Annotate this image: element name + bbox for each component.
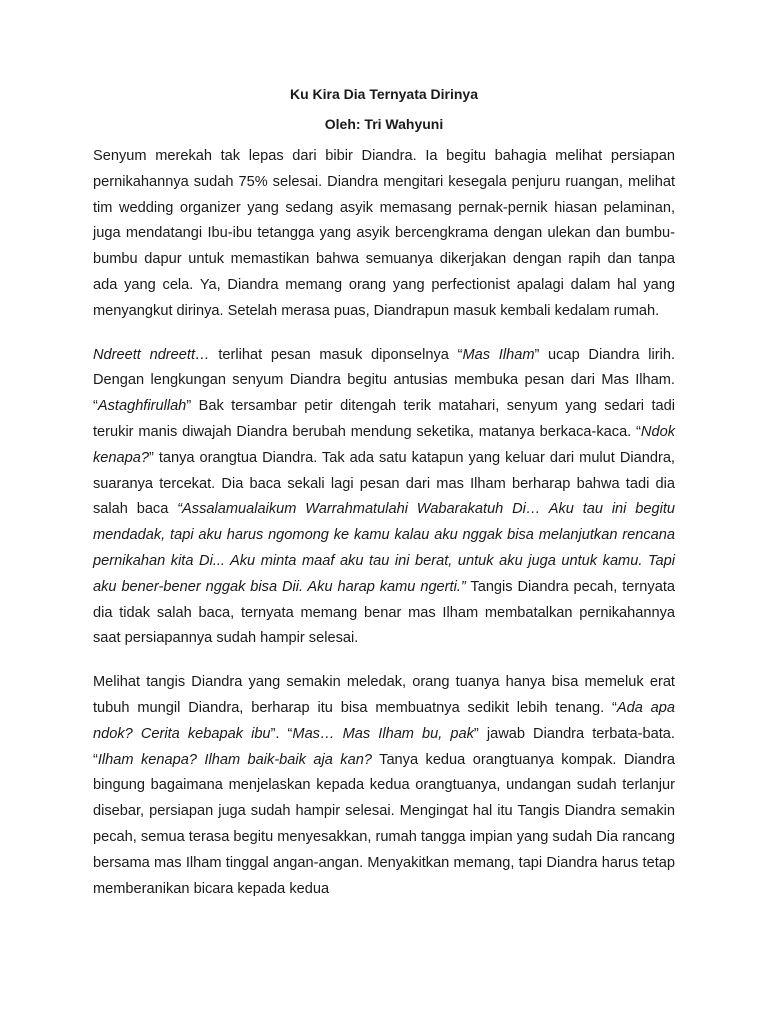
- italic-run: Mas… Mas Ilham bu, pak: [292, 725, 474, 742]
- italic-run: “Assalamualaikum Warrahmatulahi Wabarakatuh Di… Aku tau ini begitu mendadak, tapi aku harus ngomong ke kamu kalau aku nggak bisa melanjutkan rencana pernikahan kita Di... Aku minta maaf aku tau ini berat, untuk aku juga untuk kamu. Tapi aku bener-bener nggak bisa Dii. Aku harap kamu ngerti.”: [93, 501, 675, 595]
- text-run: Melihat tangis Diandra yang semakin meledak, orang tuanya hanya bisa memeluk erat tubuh mungil Diandra, berharap itu bisa membuatnya sedikit lebih tenang. “: [93, 674, 675, 716]
- italic-run: Ada apa ndok? Cerita kebapak ibu: [93, 699, 676, 742]
- paragraph-2: [93, 343, 675, 653]
- document-title: Ku Kira Dia Ternyata Dirinya: [289, 86, 479, 102]
- text-run: ”. “: [270, 725, 293, 742]
- text-run: terlihat pesan masuk diponselnya “: [209, 346, 463, 363]
- italic-run: Ndok kenapa?: [93, 423, 675, 466]
- italic-run: Ilham kenapa? Ilham baik-baik aja kan?: [97, 751, 372, 768]
- document-page: [93, 84, 675, 902]
- document-author: Oleh: Tri Wahyuni: [324, 116, 444, 132]
- italic-run: Astaghfirullah: [97, 398, 187, 415]
- italic-run: Mas Ilham: [462, 346, 535, 363]
- text-run: ” ucap Diandra lirih. Dengan lengkungan senyum Diandra begitu antusias membuka pesan dari Mas Ilham. “: [93, 346, 676, 415]
- text-run: ” jawab Diandra terbata-bata. “: [93, 725, 675, 768]
- text-run: Tangis Diandra pecah, ternyata dia tidak salah baca, ternyata memang benar mas Ilham membatalkan pernikahannya saat persiapannya sudah hampir selesai.: [93, 578, 675, 647]
- italic-run: Ndreett ndreett…: [93, 346, 210, 363]
- paragraph-3: [93, 670, 675, 902]
- paragraph-1: [93, 144, 675, 325]
- text-run: ” Bak tersambar petir ditengah terik matahari, senyum yang sedari tadi terukir manis diwajah Diandra berubah mendung seketika, matanya berkaca-kaca. “: [93, 398, 675, 440]
- text-run: Senyum merekah tak lepas dari bibir Diandra. Ia begitu bahagia melihat persiapan pernikahannya sudah 75% selesai. Diandra mengitari kesegala penjuru ruangan, melihat tim wedding organizer yang sedang asyik memasang pernak-pernik hiasan pelaminan, juga mendatangi Ibu-ibu tetangga yang asyik bercengkrama dengan ulekan dan bumbu-bumbu dapur untuk memastikan bahwa semuanya dikerjakan dengan rapih dan tanpa ada yang cela. Ya, Diandra memang orang yang perfectionist apalagi dalam hal yang menyangkut dirinya. Setelah merasa puas, Diandrapun masuk kembali kedalam rumah.: [93, 148, 675, 319]
- text-run: ” tanya orangtua Diandra. Tak ada satu katapun yang keluar dari mulut Diandra, suaranya tercekat. Dia baca sekali lagi pesan dari mas Ilham berharap bahwa tadi dia salah baca: [93, 449, 675, 518]
- text-run: Tanya kedua orangtuanya kompak. Diandra bingung bagaimana menjelaskan kepada kedua orangtuanya, undangan sudah terlanjur disebar, persiapan juga sudah hampir selesai. Mengingat hal itu Tangis Diandra semakin pecah, semua terasa begitu menyesakkan, rumah tangga impian yang sudah Dia rancang bersama mas Ilham tinggal angan-angan. Menyakitkan memang, tapi Diandra harus tetap memberanikan bicara kepada kedua: [93, 751, 675, 897]
